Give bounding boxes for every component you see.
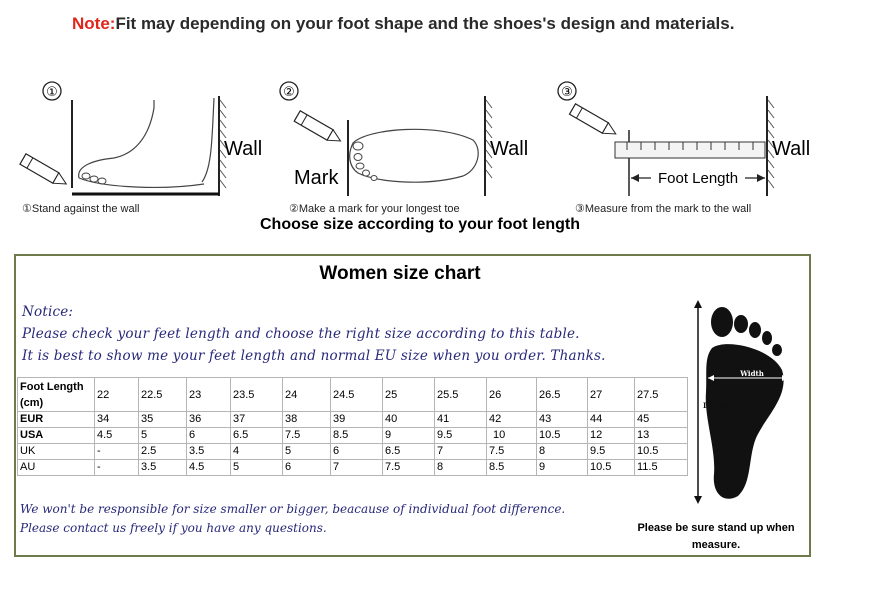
disclaimer-line-2: Please contact us freely if you have any questions. xyxy=(20,521,327,535)
table-row xyxy=(18,460,688,476)
table-cell: 10.5 xyxy=(635,444,688,460)
foot-measure-figure xyxy=(686,298,796,513)
table-row xyxy=(18,444,688,460)
table-cell: 9 xyxy=(537,460,588,476)
table-cell: 6 xyxy=(187,428,231,444)
table-cell: 8.5 xyxy=(331,428,383,444)
size-table xyxy=(17,377,688,476)
table-cell: 12 xyxy=(588,428,635,444)
note-text: Fit may depending on your foot shape and the shoes's design and materials. xyxy=(115,14,735,33)
table-cell: 10.5 xyxy=(537,428,588,444)
table-cell: 6 xyxy=(331,444,383,460)
table-cell: 27 xyxy=(588,378,635,412)
table-cell: 39 xyxy=(331,412,383,428)
table-cell: 22 xyxy=(95,378,139,412)
row-label-foot-length: Foot Length (cm) xyxy=(18,378,95,412)
table-cell: 38 xyxy=(283,412,331,428)
table-cell: 23 xyxy=(187,378,231,412)
table-cell: 24.5 xyxy=(331,378,383,412)
table-cell: 7.5 xyxy=(283,428,331,444)
table-cell: 4.5 xyxy=(187,460,231,476)
row-label-uk: UK xyxy=(18,444,95,460)
table-cell: 23.5 xyxy=(231,378,283,412)
step-1-caption: ①Stand against the wall xyxy=(22,203,140,215)
table-cell: 44 xyxy=(588,412,635,428)
table-cell: 40 xyxy=(383,412,435,428)
table-cell: 43 xyxy=(537,412,588,428)
table-cell: 5 xyxy=(231,460,283,476)
table-cell: 7.5 xyxy=(383,460,435,476)
step-3-illustration xyxy=(555,78,855,203)
stand-up-note-line-1: Please be sure stand up when xyxy=(637,522,795,534)
table-cell: 26.5 xyxy=(537,378,588,412)
size-chart-title: Women size chart xyxy=(319,263,481,284)
table-cell: 22.5 xyxy=(139,378,187,412)
choose-size-heading: Choose size according to your foot length xyxy=(260,216,581,233)
step-1-wall-label: Wall xyxy=(224,138,263,160)
step-2-illustration xyxy=(278,78,548,203)
table-cell: 7.5 xyxy=(487,444,537,460)
table-cell: 8 xyxy=(537,444,588,460)
table-row xyxy=(18,412,688,428)
step-3-wall-label: Wall xyxy=(772,138,811,160)
step-3-caption: ③Measure from the mark to the wall xyxy=(575,203,752,215)
table-cell: 2.5 xyxy=(139,444,187,460)
table-cell: - xyxy=(95,460,139,476)
table-cell: 10 xyxy=(487,428,537,444)
table-cell: 7 xyxy=(435,444,487,460)
notice-line-1: Please check your feet length and choose the right size according to this table. xyxy=(22,326,580,342)
table-cell: 41 xyxy=(435,412,487,428)
table-cell: 25.5 xyxy=(435,378,487,412)
table-cell: 27.5 xyxy=(635,378,688,412)
step-1-number: ① xyxy=(46,85,58,100)
table-cell: 6.5 xyxy=(231,428,283,444)
table-cell: 8.5 xyxy=(487,460,537,476)
table-cell: 11.5 xyxy=(635,460,688,476)
note-prefix: Note: xyxy=(72,14,116,33)
row-label-eur: EUR xyxy=(18,412,95,428)
stand-up-note-line-2: measure. xyxy=(691,539,741,551)
step-2-wall-label: Wall xyxy=(490,138,529,160)
row-label-au: AU xyxy=(18,460,95,476)
table-cell: 26 xyxy=(487,378,537,412)
table-cell: - xyxy=(95,444,139,460)
table-cell: 6.5 xyxy=(383,444,435,460)
table-cell: 5 xyxy=(139,428,187,444)
notice-heading: Notice: xyxy=(22,304,74,320)
table-cell: 3.5 xyxy=(187,444,231,460)
table-cell: 5 xyxy=(283,444,331,460)
table-cell: 45 xyxy=(635,412,688,428)
foot-length-label: Foot Length xyxy=(657,170,739,187)
mark-label: Mark xyxy=(294,167,339,189)
step-2-number: ② xyxy=(283,85,295,100)
table-cell: 9.5 xyxy=(588,444,635,460)
row-label-usa: USA xyxy=(18,428,95,444)
table-cell: 24 xyxy=(283,378,331,412)
table-cell: 9.5 xyxy=(435,428,487,444)
table-row xyxy=(18,428,688,444)
notice-line-2: It is best to show me your feet length and normal EU size when you order. Thanks. xyxy=(22,348,606,364)
table-cell: 4 xyxy=(231,444,283,460)
disclaimer-line-1: We won't be responsible for size smaller or bigger, beacause of individual foot difference. xyxy=(20,502,566,516)
step-1-illustration xyxy=(14,78,279,203)
width-label: Width xyxy=(740,369,764,378)
table-cell: 8 xyxy=(435,460,487,476)
table-cell: 7 xyxy=(331,460,383,476)
step-3-number: ③ xyxy=(561,85,573,100)
table-cell: 4.5 xyxy=(95,428,139,444)
table-cell: 9 xyxy=(383,428,435,444)
table-cell: 35 xyxy=(139,412,187,428)
table-cell: 25 xyxy=(383,378,435,412)
table-row xyxy=(18,378,688,412)
table-cell: 13 xyxy=(635,428,688,444)
table-cell: 10.5 xyxy=(588,460,635,476)
fit-note xyxy=(72,14,734,34)
table-cell: 3.5 xyxy=(139,460,187,476)
table-cell: 37 xyxy=(231,412,283,428)
step-2-caption: ②Make a mark for your longest toe xyxy=(289,203,460,215)
table-cell: 36 xyxy=(187,412,231,428)
stand-up-note xyxy=(626,520,806,554)
table-cell: 6 xyxy=(283,460,331,476)
length-label: Length xyxy=(703,401,731,410)
table-cell: 34 xyxy=(95,412,139,428)
table-cell: 42 xyxy=(487,412,537,428)
